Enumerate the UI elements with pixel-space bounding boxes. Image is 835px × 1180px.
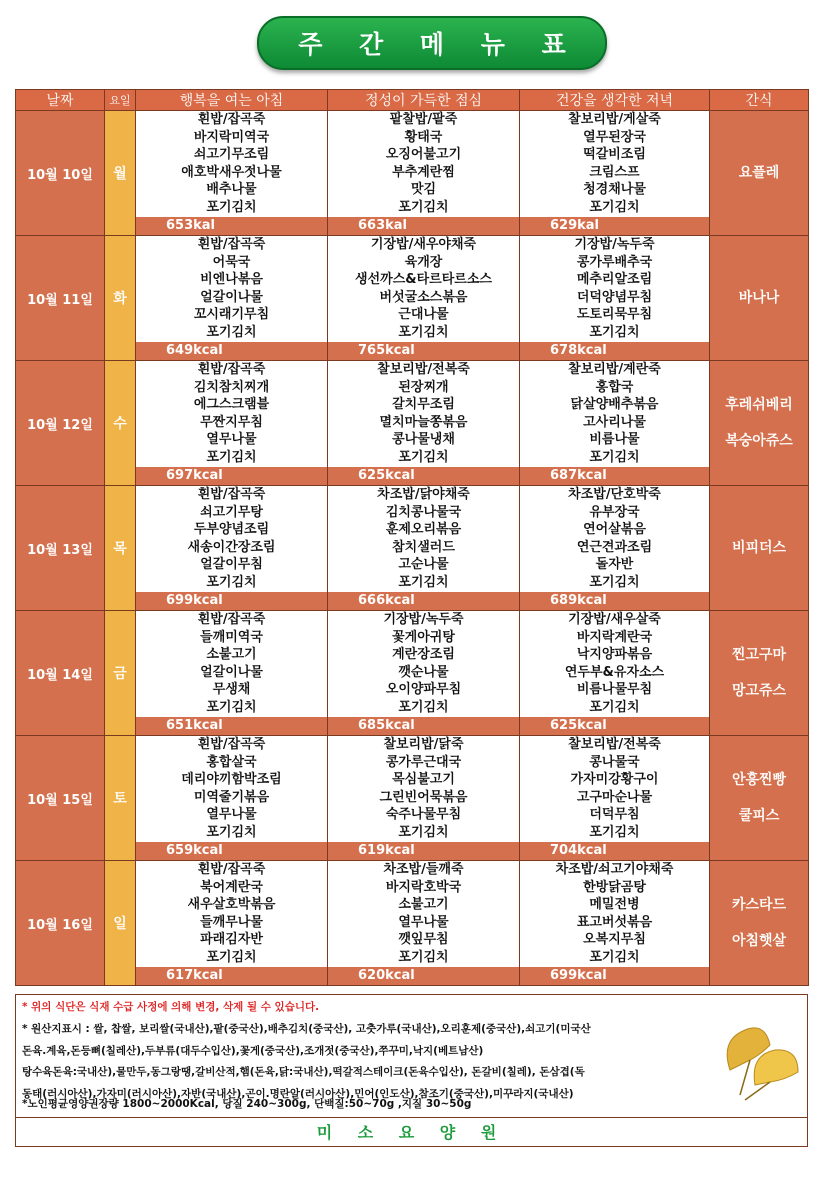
snack-cell [710,111,809,236]
menu-item: 에그스크램블 [193,397,270,413]
menu-item: 들깨무나물 [200,914,263,930]
kcal-value: 620kcal [328,967,519,985]
snack-item: 안흥찐빵 [731,772,787,788]
menu-item: 닭살양배추볶음 [570,397,659,413]
menu-item: 무생채 [212,682,251,698]
menu-item: 흰밥/잡곡죽 [197,237,266,252]
menu-item: 열무나물 [206,807,257,823]
menu-item: 흰밥/잡곡죽 [197,737,266,752]
breakfast-cell [136,486,328,611]
menu-item: 흰밥/잡곡죽 [197,362,266,377]
day-row [16,736,809,861]
table-header-row [16,90,809,111]
menu-item: 오복지무침 [583,932,646,948]
menu-item: 버섯굴소스볶음 [379,289,468,305]
header-date: 날짜 [16,90,105,111]
dinner-cell [520,236,710,361]
snack-cell [710,236,809,361]
kcal-value: 678kcal [520,342,709,360]
header-dinner: 건강을 생각한 저녁 [520,90,710,111]
menu-item: 새우살호박볶음 [187,897,276,913]
date-cell: 10월 12일 [16,361,105,486]
page-title: 주 간 메 뉴 표 [257,16,607,70]
menu-item: 배추나물 [206,182,257,198]
snack-item: 요플레 [738,165,780,181]
menu-item: 포기김치 [206,574,257,590]
weekday-cell: 금 [105,611,136,736]
menu-item: 목심불고기 [392,772,455,788]
menu-item: 떡갈비조림 [583,147,646,163]
kcal-value: 619kcal [328,842,519,860]
origin-line: 동태(러시아산),가자미(러시아산),자반(국내산),곤이.명란알(러시아산),민어(인도산),참조기(중국산),미꾸라지(국내산) [22,1087,574,1100]
menu-item: 찰보리밥/닭죽 [383,737,464,752]
weekday-cell: 목 [105,486,136,611]
menu-item: 포기김치 [398,574,449,590]
kcal-value: 689kcal [520,592,709,610]
menu-item: 포기김치 [206,949,257,965]
menu-item: 계란장조림 [392,647,455,663]
menu-item: 포기김치 [589,449,640,465]
menu-item: 꼬시래기무침 [193,307,270,323]
day-row [16,486,809,611]
menu-item: 고순나물 [398,557,449,573]
snack-cell [710,861,809,986]
lunch-cell [328,861,520,986]
day-row [16,111,809,236]
menu-item: 멸치마늘쫑볶음 [379,414,468,430]
menu-item: 더덕양념무침 [576,289,653,305]
menu-item: 파래김자반 [200,932,263,948]
kcal-value: 649kcal [136,342,327,360]
menu-item: 오이양파무침 [385,682,462,698]
menu-item: 찰보리밥/전복죽 [377,362,470,377]
menu-item: 낙지양파볶음 [576,647,653,663]
snack-cell [710,486,809,611]
menu-item: 황태국 [404,129,443,145]
menu-item: 포기김치 [589,324,640,340]
lunch-cell [328,111,520,236]
facility-name: 미 소 요 양 원 [16,1117,807,1147]
menu-item: 열무된장국 [583,129,646,145]
date-cell: 10월 11일 [16,236,105,361]
menu-item: 숙주나물무침 [385,807,462,823]
menu-item: 크림스프 [589,164,640,180]
menu-item: 깻잎무침 [398,932,449,948]
dinner-cell [520,111,710,236]
kcal-value: 625kcal [520,717,709,735]
menu-item: 갈치무조림 [392,397,455,413]
snack-item: 비피더스 [731,540,787,556]
breakfast-cell [136,111,328,236]
menu-item: 근대나물 [398,307,449,323]
header-breakfast: 행복을 여는 아침 [136,90,328,111]
menu-item: 얼갈이무침 [200,557,263,573]
menu-item: 콩가루배추국 [576,254,653,270]
menu-item: 흰밥/잡곡죽 [197,862,266,877]
menu-item: 포기김치 [398,199,449,215]
breakfast-cell [136,861,328,986]
breakfast-cell [136,611,328,736]
menu-item: 포기김치 [589,824,640,840]
menu-item: 포기김치 [398,449,449,465]
menu-item: 포기김치 [206,824,257,840]
kcal-value: 765kcal [328,342,519,360]
origin-info [22,1019,722,1105]
menu-item: 연근견과조림 [576,539,653,555]
menu-item: 도토리묵무침 [576,307,653,323]
menu-item: 생선까스&타르타르소스 [355,272,492,288]
menu-item: 된장찌개 [398,379,449,395]
lunch-cell [328,236,520,361]
origin-line: 탕수육돈육:국내산),물만두,동그랑땡,갈비산적,햄(돈육,닭:국내산),떡갈적스테이크(돈육수입산), 돈갈비(칠레), 돈삼겹(독 [22,1066,585,1078]
menu-item: 차조밥/쇠고기야채죽 [555,862,674,877]
menu-item: 기장밥/새우야채죽 [370,237,477,252]
menu-item: 표고버섯볶음 [576,914,653,930]
day-row [16,236,809,361]
menu-item: 미역줄기볶음 [193,789,270,805]
menu-item: 찰보리밥/전복죽 [568,737,661,752]
menu-item: 육개장 [404,254,443,270]
kcal-value: 666kcal [328,592,519,610]
kcal-value: 651kcal [136,717,327,735]
menu-item: 연두부&유자소스 [564,664,665,680]
dinner-cell [520,736,710,861]
menu-item: 쇠고기무조림 [193,147,270,163]
kcal-value: 685kcal [328,717,519,735]
snack-item: 바나나 [738,290,780,306]
menu-item: 흰밥/잡곡죽 [197,487,266,502]
lunch-cell [328,486,520,611]
menu-item: 한방닭곰탕 [583,879,646,895]
menu-item: 기장밥/녹두죽 [574,237,655,252]
menu-item: 기장밥/새우살죽 [568,612,661,627]
snack-item: 쿨피스 [738,808,780,824]
menu-item: 포기김치 [398,949,449,965]
kcal-value: 653kal [136,217,327,235]
dinner-cell [520,861,710,986]
date-cell: 10월 14일 [16,611,105,736]
menu-item: 팥찰밥/팥죽 [389,112,458,127]
date-cell: 10월 16일 [16,861,105,986]
menu-item: 데리야끼함박조림 [181,772,282,788]
header-lunch: 정성이 가득한 점심 [328,90,520,111]
menu-item: 쇠고기무탕 [200,504,263,520]
weekly-menu-table [15,89,809,986]
menu-item: 열무나물 [206,432,257,448]
menu-item: 고사리나물 [583,414,646,430]
menu-item: 홍합살국 [206,754,257,770]
dinner-cell [520,361,710,486]
menu-item: 포기김치 [398,824,449,840]
menu-item: 기장밥/녹두죽 [383,612,464,627]
menu-item: 북어계란국 [200,879,263,895]
menu-item: 바지락미역국 [193,129,270,145]
menu-item: 비엔나볶음 [200,272,263,288]
date-cell: 10월 15일 [16,736,105,861]
snack-cell [710,611,809,736]
menu-item: 비름나물무침 [576,682,653,698]
menu-item: 흰밥/잡곡죽 [197,112,266,127]
menu-item: 어묵국 [212,254,251,270]
snack-item: 복숭아쥬스 [725,433,793,449]
kcal-value: 687kcal [520,467,709,485]
menu-item: 청경채나물 [583,182,646,198]
kcal-value: 704kcal [520,842,709,860]
menu-item: 깻순나물 [398,664,449,680]
menu-item: 열무나물 [398,914,449,930]
menu-item: 소불고기 [206,647,257,663]
menu-item: 바지락계란국 [576,629,653,645]
day-row [16,611,809,736]
menu-item: 들깨미역국 [200,629,263,645]
header-day: 요일 [105,90,136,111]
menu-item: 차조밥/들깨죽 [383,862,464,877]
lunch-cell [328,611,520,736]
weekday-cell: 토 [105,736,136,861]
weekday-cell: 일 [105,861,136,986]
lunch-cell [328,361,520,486]
snack-item: 아침햇살 [731,933,787,949]
snack-cell [710,361,809,486]
kcal-value: 697kcal [136,467,327,485]
menu-item: 포기김치 [206,324,257,340]
breakfast-cell [136,361,328,486]
breakfast-cell [136,736,328,861]
menu-item: 콩가루근대국 [385,754,462,770]
menu-item: 얼갈이나물 [200,664,263,680]
kcal-value: 629kal [520,217,709,235]
weekday-cell: 월 [105,111,136,236]
menu-item: 두부양념조림 [193,522,270,538]
origin-line: 돈육.계육,돈등뼈(칠레산),두부류(대두수입산),꽃게(중국산),조개젓(중국산),쭈꾸미,낙지(베트남산) [22,1044,484,1057]
kcal-value: 659kcal [136,842,327,860]
breakfast-cell [136,236,328,361]
snack-cell [710,736,809,861]
notes-box [15,994,808,1147]
menu-item: 고구마순나물 [576,789,653,805]
origin-line: * 원산지표시 : 쌀, 찹쌀, 보리쌀(국내산),팥(중국산),배추김치(중국산), 고춧가루(국내산),오리훈제(중국산),쇠고기(미국산 [22,1023,591,1035]
kcal-value: 663kal [328,217,519,235]
menu-item: 차조밥/단호박죽 [568,487,661,502]
menu-item: 소불고기 [398,897,449,913]
menu-item: 포기김치 [398,324,449,340]
menu-item: 애호박새우젓나물 [181,164,282,180]
menu-item: 김치콩나물국 [385,504,462,520]
menu-item: 메추리알조림 [576,272,653,288]
nutrition-recommendation: *노인평균영양권장량 1800~2000Kcal, 당질 240~300g, 단백질:50~70g ,지질 30~50g [22,1098,472,1110]
ginkgo-leaf-icon [710,1010,805,1110]
menu-item: 포기김치 [589,574,640,590]
menu-item: 김치참치찌개 [193,379,270,395]
menu-item: 비름나물 [589,432,640,448]
menu-item: 콩나물냉채 [392,432,455,448]
kcal-value: 625kcal [328,467,519,485]
menu-item: 포기김치 [398,699,449,715]
notice-text: * 위의 식단은 식재 수급 사정에 의해 변경, 삭제 될 수 있습니다. [22,1001,320,1013]
menu-item: 그린빈어묵볶음 [379,789,468,805]
menu-item: 포기김치 [206,699,257,715]
menu-item: 찰보리밥/게살죽 [568,112,661,127]
lunch-cell [328,736,520,861]
date-cell: 10월 13일 [16,486,105,611]
menu-item: 훈제오리볶음 [385,522,462,538]
menu-item: 연어살볶음 [583,522,646,538]
menu-item: 포기김치 [589,699,640,715]
day-row [16,861,809,986]
snack-item: 후레쉬베리 [725,397,793,413]
kcal-value: 617kcal [136,967,327,985]
header-snack: 간식 [710,90,809,111]
menu-item: 콩나물국 [589,754,640,770]
menu-item: 부추계란찜 [392,164,455,180]
snack-item: 카스타드 [731,897,787,913]
snack-item: 찐고구마 [731,647,787,663]
weekday-cell: 수 [105,361,136,486]
menu-item: 맛김 [410,182,437,198]
menu-item: 바지락호박국 [385,879,462,895]
menu-item: 오징어불고기 [385,147,462,163]
menu-item: 차조밥/닭야채죽 [377,487,470,502]
menu-item: 얼갈이나물 [200,289,263,305]
menu-item: 포기김치 [589,199,640,215]
menu-item: 포기김치 [206,449,257,465]
menu-item: 무짠지무침 [200,414,263,430]
menu-item: 참치샐러드 [392,539,455,555]
menu-item: 돌자반 [595,557,634,573]
dinner-cell [520,486,710,611]
menu-item: 찰보리밥/계란죽 [568,362,661,377]
menu-item: 가자미강황구이 [570,772,659,788]
day-row [16,361,809,486]
date-cell: 10월 10일 [16,111,105,236]
menu-item: 포기김치 [589,949,640,965]
menu-item: 메밀전병 [589,897,640,913]
menu-item: 더덕무침 [589,807,640,823]
menu-item: 흰밥/잡곡죽 [197,612,266,627]
snack-item: 망고쥬스 [731,683,787,699]
kcal-value: 699kcal [136,592,327,610]
menu-item: 새송이간장조림 [187,539,276,555]
menu-item: 포기김치 [206,199,257,215]
dinner-cell [520,611,710,736]
menu-item: 홍합국 [595,379,634,395]
menu-item: 꽃게아귀탕 [392,629,455,645]
weekday-cell: 화 [105,236,136,361]
kcal-value: 699kcal [520,967,709,985]
menu-item: 유부장국 [589,504,640,520]
